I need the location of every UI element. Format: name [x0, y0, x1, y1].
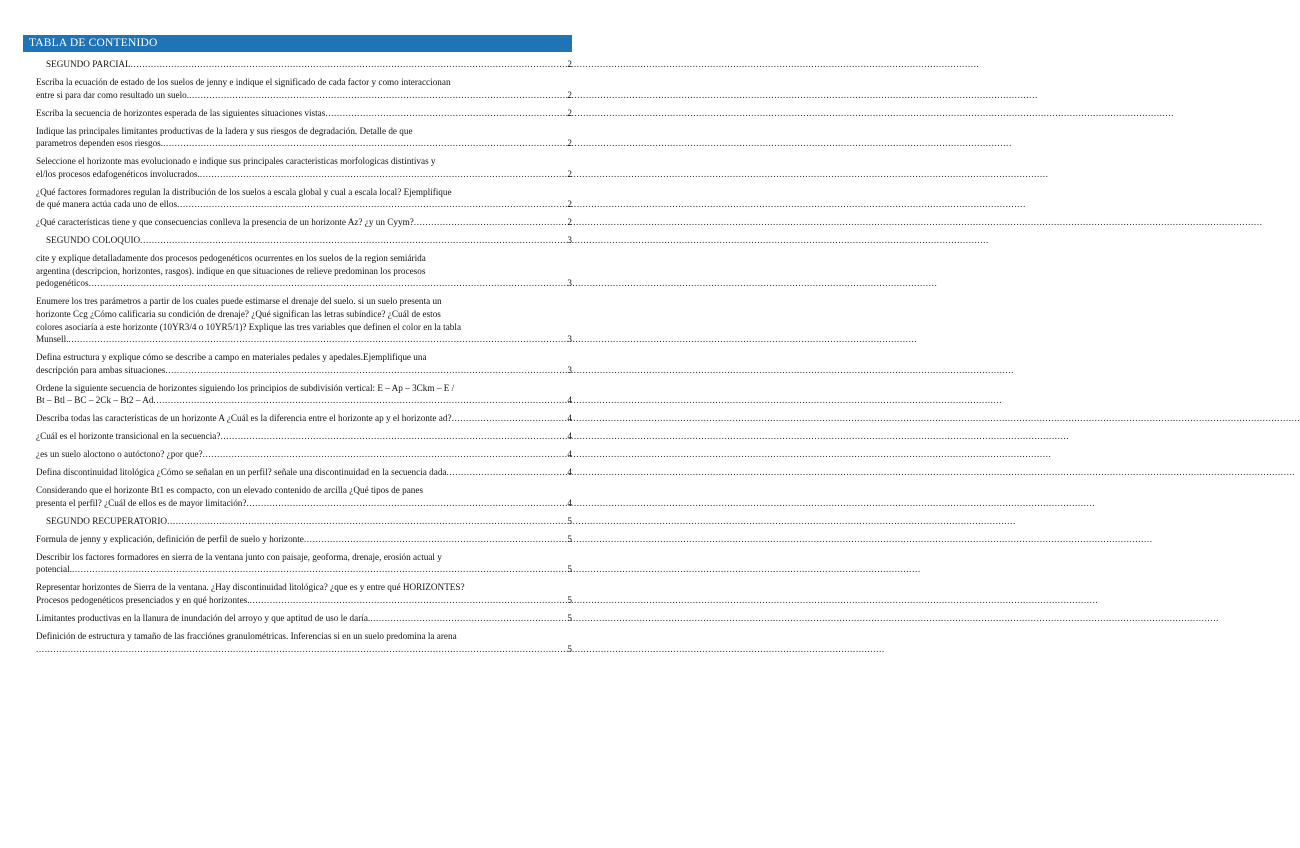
toc-entry-link[interactable]	[36, 125, 572, 150]
toc-entry-link[interactable]	[36, 430, 572, 443]
toc-entry-text: Bt – Btl – BC – 2Ck – Bt2 – Ad	[36, 395, 154, 406]
toc-entry-link[interactable]	[36, 551, 572, 576]
toc-dot-leader	[250, 594, 566, 607]
toc-page-number: 3	[567, 334, 572, 345]
toc-entry-text: cite y explique detalladamente dos procesos pedogenéticos ocurrentes en los suelos de la region semiárida	[36, 253, 426, 264]
toc-section-title: SEGUNDO RECUPERATORIO	[46, 515, 168, 526]
toc-page-number: 5	[567, 595, 572, 605]
toc-entry-text: horizonte Ccg ¿Cómo calificaria su condición de drenaje? ¿Qué significan las letras subíndice? ¿Cuál de estos	[36, 309, 441, 320]
toc-entry-text: Formula de jenny y explicación, definición de perfil de suelo y horizonte	[36, 533, 304, 544]
toc-section-link[interactable]	[36, 58, 572, 71]
toc-entry-text: ¿Qué características tiene y que consecuencias conlleva la presencia de un horizonte Az? ¿y un Cyym?	[36, 217, 414, 228]
toc-dot-leader	[452, 412, 566, 425]
toc-dot-leader	[220, 430, 565, 443]
toc-entry-text: ¿Qué factores formadores regulan la distribución de los suelos a escala global y cual a escala local? Ejemplifique	[36, 186, 452, 197]
toc-entry-text: pedogenéticos	[36, 278, 89, 289]
toc-entry-text: Defina discontinuidad litológica ¿Cómo se señalan en un perfil? señale una discontinuidad en la secuencia dada	[36, 467, 447, 478]
toc-entry-text: de qué manera actúa cada uno de ellos	[36, 199, 178, 210]
toc-entry-text: Indique las principales limitantes productivas de la ladera y sus riesgos de degradación. Detalle de que	[36, 125, 413, 136]
toc-entry-link[interactable]	[36, 630, 572, 655]
toc-section-link[interactable]	[36, 234, 572, 247]
toc-entry-text: colores asociaría a este horizonte (10YR3/4 o 10YR5/1)? Explique las tres variables que definen el color en la tabla	[36, 321, 462, 332]
toc-page-number: 2	[567, 138, 572, 149]
toc-dot-leader	[325, 107, 565, 120]
toc-entry-text: Enumere los tres parámetros a partir de los cuales puede estimarse el drenaje del suelo. si un suelo presenta un	[36, 296, 442, 307]
toc-dot-leader	[165, 364, 565, 377]
toc-entry-link[interactable]	[36, 76, 572, 101]
toc-section-title: SEGUNDO PARCIAL	[46, 59, 131, 69]
toc-dot-leader	[167, 515, 565, 528]
toc-entry-text: Definición de estructura y tamaño de las fracciónes granulométricas. Inferencias si en un suelo predomina la arena	[36, 630, 457, 641]
toc-dot-leader	[414, 216, 566, 229]
toc-page-number: 4	[567, 395, 572, 406]
toc-entry-text: Ordene la siguiente secuencia de horizontes siguiendo los principios de subdivisión vertical: E – Ap – 3Ckm – E /	[36, 382, 455, 393]
toc-entry-link[interactable]	[36, 382, 572, 407]
toc-entry-link[interactable]	[36, 295, 572, 345]
toc-entry-text: Describa todas las caracteristicas de un horizonte A ¿Cuál es la diferencia entre el horizonte ap y el horizonte ad?	[36, 413, 452, 424]
toc-entry-link[interactable]	[36, 107, 572, 120]
table-of-contents	[36, 58, 572, 661]
toc-page-number: 5	[567, 612, 572, 623]
toc-entry-text: Considerando que el horizonte Bt1 es compacto, con un elevado contenido de arcilla ¿Qué tipos de panes	[36, 485, 424, 496]
toc-title: TABLA DE CONTENIDO	[29, 37, 158, 49]
toc-dot-leader	[200, 168, 566, 181]
toc-entry-text: argentina (descripcion, horizontes, rasgos). indique en que situaciones de relieve predominan los procesos	[36, 265, 426, 276]
toc-page-number: 5	[567, 533, 572, 544]
toc-entry-text: ¿es un suelo aloctono o autóctono? ¿por que?	[36, 449, 203, 460]
toc-entry-link[interactable]	[36, 351, 572, 376]
toc-dot-leader	[177, 198, 565, 211]
toc-page-number: 2	[567, 168, 572, 179]
toc-dot-leader	[304, 533, 566, 546]
toc-page-number: 2	[567, 217, 572, 228]
toc-dot-leader	[131, 58, 566, 71]
toc-entry-text: Escriba la secuencia de horizontes esperada de las siguientes situaciones vistas	[36, 107, 326, 118]
toc-entry-link[interactable]	[36, 581, 572, 606]
toc-entry-text: Munsell.	[36, 334, 69, 345]
toc-page-number: 2	[567, 89, 572, 100]
toc-dot-leader	[447, 466, 566, 479]
toc-dot-leader	[370, 612, 565, 625]
toc-entry-text: Representar horizontes de Sierra de la ventana. ¿Hay discontinuidad litológica? ¿que es y entre qué HORIZONTES?	[36, 582, 465, 593]
toc-page-number: 4	[567, 467, 572, 478]
toc-entry-link[interactable]	[36, 216, 572, 229]
toc-entry-link[interactable]	[36, 186, 572, 211]
toc-page-number: 3	[567, 278, 572, 289]
toc-page-number: 5	[567, 643, 572, 654]
toc-section-title: SEGUNDO COLOQUIO	[46, 235, 141, 246]
toc-page-number: 4	[567, 413, 572, 424]
toc-header-bar	[23, 35, 572, 52]
toc-entry-text: Procesos pedogenéticos presenciados y en qué horizontes.	[36, 595, 250, 605]
toc-page-number: 2	[567, 107, 572, 118]
toc-dot-leader	[203, 448, 566, 461]
toc-dot-leader	[140, 234, 565, 247]
toc-page-number: 3	[567, 235, 572, 246]
toc-dot-leader	[153, 394, 565, 407]
toc-entry-link[interactable]	[36, 484, 572, 509]
toc-entry-text: descripción para ambas situaciones	[36, 364, 166, 375]
toc-dot-leader	[68, 333, 565, 346]
toc-entry-link[interactable]	[36, 252, 572, 290]
toc-entry-text: ¿Cuál es el horizonte transicional en la secuencia?	[36, 431, 221, 442]
toc-page-number: 4	[567, 449, 572, 460]
toc-entry-link[interactable]	[36, 448, 572, 461]
toc-entry-text: Seleccione el horizonte mas evolucionado e indique sus principales caracteristicas morfologicas distintivas y	[36, 156, 436, 167]
toc-entry-text: Limitantes productivas en la llanura de inundación del arroyo y que aptitud de uso le daría.	[36, 612, 371, 623]
toc-entry-link[interactable]	[36, 412, 572, 425]
toc-entry-text: entre si para dar como resultado un suelo.	[36, 89, 190, 100]
toc-entry-text: potencial.	[36, 564, 72, 575]
toc-entry-text: Escriba la ecuación de estado de los suelos de jenny e indique el significado de cada factor y como interaccionan	[36, 76, 451, 87]
toc-page-number: 4	[567, 497, 572, 508]
toc-entry-text: el/los procesos edafogenéticos involucrados.	[36, 168, 200, 179]
toc-page-number: 5	[567, 564, 572, 575]
toc-entry-text: presenta el perfil? ¿Cuál de ellos es de mayor limitación?	[36, 497, 247, 508]
toc-entry-link[interactable]	[36, 466, 572, 479]
toc-dot-leader	[163, 137, 565, 150]
toc-section-link[interactable]	[36, 515, 572, 528]
toc-entry-text: Defina estructura y explique cómo se describe a campo en materiales pedales y apedales.Ejemplifique una	[36, 352, 427, 363]
toc-page-number: 2	[567, 59, 572, 69]
toc-page-number: 2	[567, 199, 572, 210]
toc-page-number: 5	[567, 515, 572, 526]
toc-entry-link[interactable]	[36, 612, 572, 625]
toc-page-number: 4	[567, 431, 572, 442]
toc-entry-link[interactable]	[36, 155, 572, 180]
toc-dot-leader	[89, 277, 566, 290]
toc-page-number: 3	[567, 364, 572, 375]
toc-dot-leader	[72, 563, 565, 576]
toc-dot-leader	[189, 89, 565, 102]
toc-dot-leader	[36, 643, 565, 656]
toc-entry-link[interactable]	[36, 533, 572, 546]
toc-dot-leader	[246, 497, 565, 510]
toc-entry-text: Describir los factores formadores en sierra de la ventana junto con paisaje, geoforma, drenaje, erosión actual y	[36, 551, 442, 562]
toc-entry-text: parametros dependen esos riesgos.	[36, 138, 164, 149]
